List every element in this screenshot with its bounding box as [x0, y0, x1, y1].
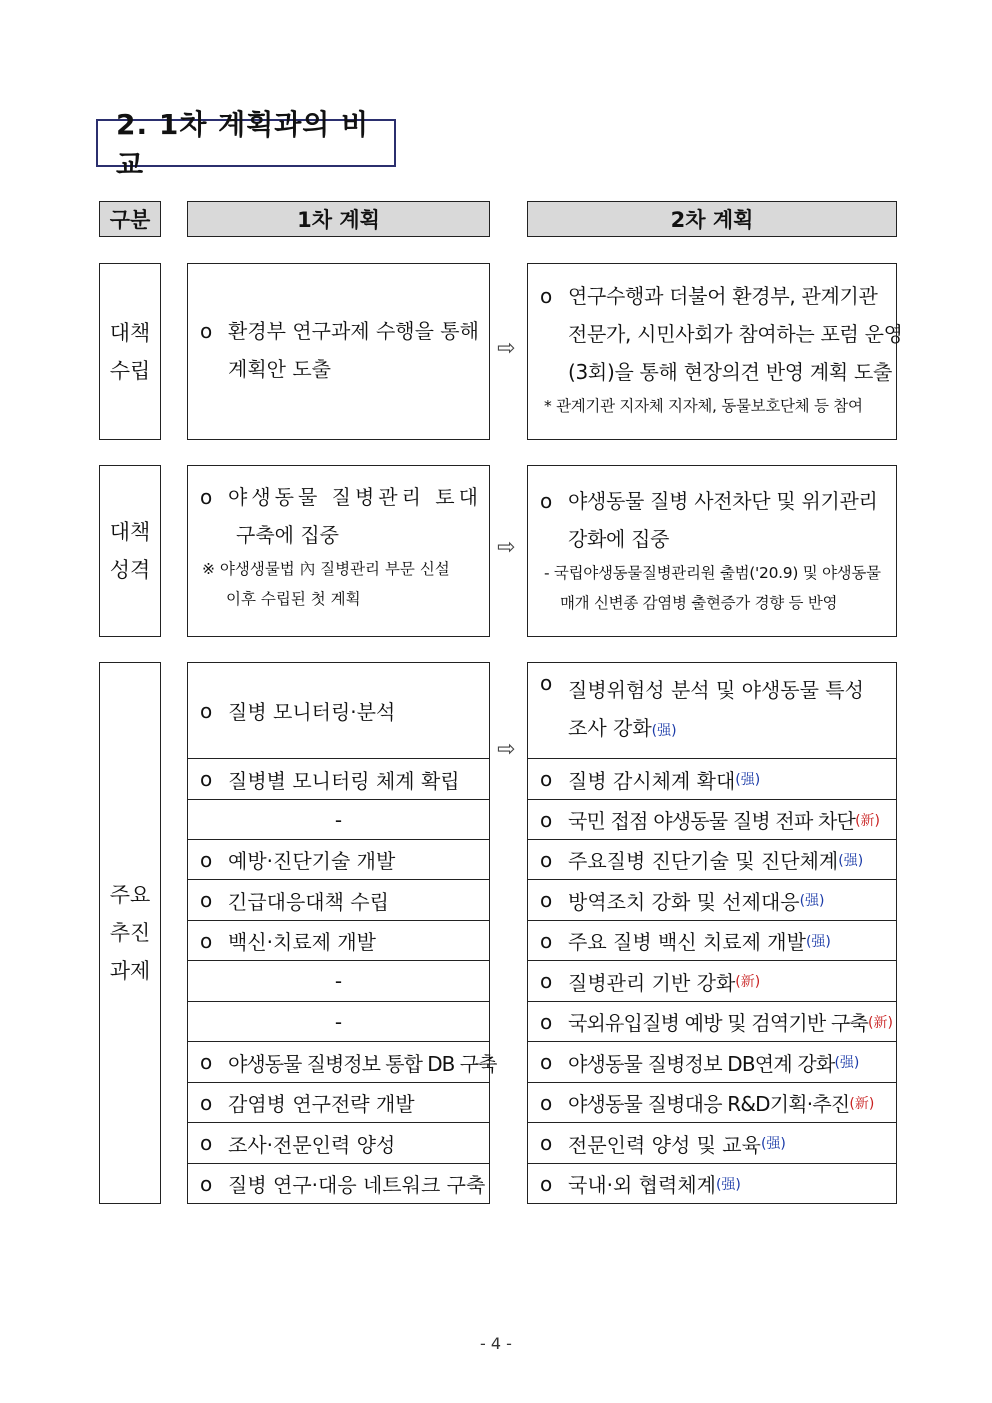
task-text: 조사 강화 — [568, 716, 652, 740]
footnote: 이후 수립된 첫 계획 — [226, 590, 361, 608]
bullet-icon: o — [200, 319, 213, 343]
table-row — [528, 1001, 896, 1041]
row-label-line: 대책 — [109, 520, 151, 544]
table-row — [188, 663, 489, 758]
bullet-icon: o — [200, 1050, 213, 1074]
text-line: (3회)을 통해 현장의견 반영 계획 도출 — [568, 360, 892, 384]
bullet-icon: o — [540, 969, 553, 993]
row-label-line: 수립 — [109, 358, 151, 383]
bullet-icon: o — [540, 1050, 553, 1074]
page-number: - 4 - — [480, 1334, 512, 1353]
bullet-icon: o — [540, 284, 552, 308]
footnote: * 관계기관 지자체 지자체, 동물보호단체 등 참여 — [544, 397, 863, 415]
row-label-line: 추진 — [109, 921, 151, 945]
bullet-icon: o — [200, 1171, 213, 1196]
text-line: 계획안 도출 — [228, 357, 331, 381]
row-label-key-tasks — [99, 662, 161, 1204]
first-plan-task-list — [187, 662, 497, 1204]
bullet-icon: o — [540, 888, 553, 912]
text-line: 연구수행과 더불어 환경부, 관계기관 — [568, 284, 878, 308]
task-text: 질병관리 기반 강화 — [568, 970, 736, 995]
table-row — [188, 758, 489, 799]
table-row — [188, 879, 489, 920]
bullet-icon: o — [540, 671, 553, 695]
row-label-character — [99, 465, 161, 637]
arrow-right-icon: ⇨ — [497, 737, 516, 762]
first-plan-establishment — [187, 263, 490, 440]
table-row — [188, 839, 489, 879]
bullet-icon: o — [200, 698, 213, 723]
table-row — [188, 960, 489, 1001]
table-row — [188, 1001, 489, 1041]
text-line: 야생동물 질병 사전차단 및 위기관리 — [568, 489, 878, 513]
task-text: 전문인력 양성 및 교육 — [568, 1132, 761, 1157]
task-text: 방역조치 강화 및 선제대응 — [568, 889, 800, 914]
task-text: 야생동물 질병정보 통합 DB 구축 — [228, 1051, 497, 1076]
footnote: 매개 신변종 감염병 출현증가 경향 등 반영 — [560, 594, 838, 612]
bullet-icon: o — [540, 767, 553, 791]
task-text: 야생동물 질병대응 R&D기획·추진 — [568, 1092, 850, 1116]
task-text: 국내·외 협력체계 — [568, 1173, 716, 1197]
task-text: 조사·전문인력 양성 — [228, 1132, 396, 1157]
table-row — [528, 879, 896, 920]
arrow-right-icon: ⇨ — [497, 535, 516, 560]
table-row — [528, 1082, 896, 1122]
task-text: 주요 질병 백신 치료제 개발 — [568, 930, 806, 954]
text-line: 구축에 집중 — [236, 523, 339, 547]
header-category: 구분 — [99, 201, 161, 237]
table-row — [188, 1082, 489, 1122]
text-line: 야생동물 질병관리 토대 — [228, 485, 482, 509]
table-row — [528, 1163, 896, 1203]
status-tag: (新) — [735, 974, 761, 990]
arrow-right-icon: ⇨ — [497, 336, 516, 361]
table-row — [188, 1163, 489, 1203]
bullet-icon: o — [200, 1131, 213, 1155]
task-text: 질병별 모니터링 체계 확립 — [228, 768, 460, 793]
footnote: - 국립야생동물질병관리원 출범('20.9) 및 야생동물 — [544, 564, 881, 582]
status-tag: (强) — [715, 1176, 741, 1193]
table-row — [188, 1122, 489, 1163]
row-label-line: 대책 — [109, 320, 151, 345]
task-text: 야생동물 질병정보 DB연계 강화 — [568, 1051, 835, 1076]
table-row — [528, 839, 896, 879]
header-first-plan: 1차 계획 — [187, 201, 490, 237]
status-tag: (强) — [805, 933, 831, 950]
status-tag: (强) — [799, 893, 825, 909]
task-text: 질병 모니터링·분석 — [228, 700, 396, 724]
text-line: 전문가, 시민사회가 참여하는 포럼 운영 — [568, 322, 903, 346]
task-text: 국민 접점 야생동물 질병 전파 차단 — [568, 809, 856, 833]
status-tag: (强) — [735, 772, 761, 788]
bullet-icon: o — [540, 1131, 553, 1155]
second-plan-task-list — [527, 662, 897, 1204]
row-label-line: 성격 — [109, 558, 151, 582]
table-row — [528, 920, 896, 960]
footnote: ※ 야생생물법 內 질병관리 부문 신설 — [202, 560, 450, 578]
bullet-icon: o — [540, 1171, 553, 1196]
empty-dash: - — [334, 807, 343, 832]
table-row — [188, 799, 489, 839]
task-text: 질병 감시체계 확대 — [568, 768, 736, 793]
task-text: 감염병 연구전략 개발 — [228, 1092, 415, 1116]
task-text: 질병위험성 분석 및 야생동물 특성 — [568, 678, 864, 702]
table-row — [528, 663, 896, 758]
bullet-icon: o — [540, 847, 553, 872]
bullet-icon: o — [200, 928, 213, 953]
bullet-icon: o — [200, 485, 213, 509]
table-row — [528, 960, 896, 1001]
table-row — [528, 799, 896, 839]
status-tag: (强) — [760, 1136, 786, 1152]
second-plan-establishment — [527, 263, 903, 440]
row-label-line: 과제 — [109, 959, 151, 983]
status-tag: (新) — [849, 1095, 875, 1112]
bullet-icon: o — [200, 847, 213, 872]
status-tag: (强) — [834, 1055, 860, 1071]
text-line: 강화에 집중 — [568, 527, 670, 551]
task-text: 주요질병 진단기술 및 진단체계 — [568, 849, 839, 873]
empty-dash: - — [334, 969, 343, 993]
task-text: 백신·치료제 개발 — [228, 930, 376, 954]
status-tag: (新) — [868, 1014, 893, 1031]
table-row — [188, 920, 489, 960]
status-tag: (新) — [855, 812, 881, 829]
bullet-icon: o — [200, 888, 213, 912]
table-row — [188, 1041, 497, 1082]
status-tag: (强) — [838, 852, 864, 869]
bullet-icon: o — [540, 807, 553, 832]
bullet-icon: o — [200, 767, 213, 791]
table-row — [528, 1122, 896, 1163]
row-label-line: 주요 — [109, 883, 151, 907]
task-text: 예방·진단기술 개발 — [228, 849, 396, 873]
bullet-icon: o — [540, 928, 553, 953]
table-row — [528, 758, 896, 799]
bullet-icon: o — [200, 1090, 213, 1115]
bullet-icon: o — [540, 489, 552, 513]
bullet-icon: o — [540, 1090, 553, 1115]
task-text: 질병 연구·대응 네트워크 구축 — [228, 1173, 486, 1197]
empty-dash: - — [334, 1009, 343, 1034]
row-label-establishment — [99, 263, 161, 440]
task-text: 긴급대응대책 수립 — [228, 889, 389, 914]
section-title: 2. 1차 계획과의 비교 — [96, 119, 396, 167]
table-row — [528, 1041, 896, 1082]
second-plan-character — [527, 465, 897, 637]
status-tag: (强) — [651, 723, 677, 739]
first-plan-character — [187, 465, 490, 637]
header-second-plan: 2차 계획 — [527, 201, 897, 237]
task-text: 국외유입질병 예방 및 검역기반 구축 — [568, 1011, 869, 1035]
bullet-icon: o — [540, 1009, 553, 1034]
text-line: 환경부 연구과제 수행을 통해 — [228, 319, 479, 343]
